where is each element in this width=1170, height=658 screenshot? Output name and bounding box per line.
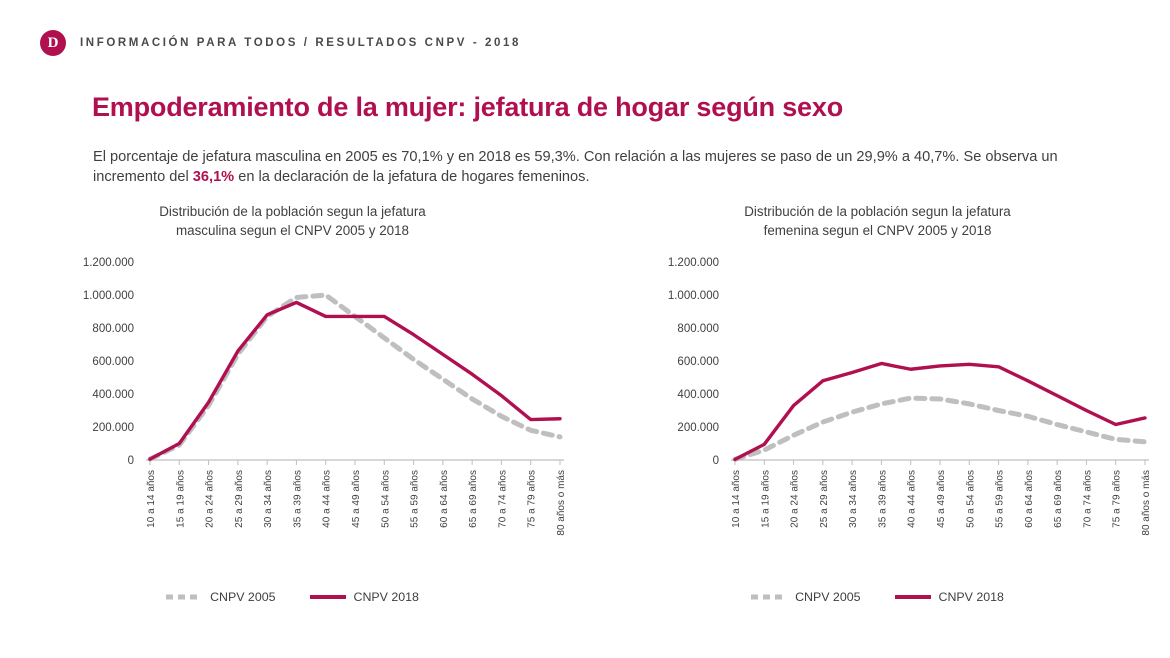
chart-femenina-title-line2: femenina segun el CNPV 2005 y 2018 — [763, 223, 992, 239]
x-axis-category-label: 10 a 14 años — [146, 470, 157, 528]
x-axis-category-label: 15 a 19 años — [760, 470, 772, 528]
y-axis-tick-label: 200.000 — [92, 422, 134, 434]
x-axis-category-label: 50 a 54 años — [965, 470, 977, 528]
x-axis-category-label: 65 a 69 años — [1053, 470, 1065, 528]
chart-masculina-legend — [0, 590, 585, 604]
x-axis-category-label: 70 a 74 años — [497, 470, 509, 528]
chart-masculina-plot — [0, 252, 585, 552]
y-axis-tick-label: 800.000 — [92, 323, 134, 335]
y-axis-tick-label: 1.200.000 — [82, 257, 134, 269]
y-axis-tick-label: 400.000 — [677, 389, 719, 401]
x-axis-category-label: 65 a 69 años — [468, 470, 480, 528]
x-axis-category-label: 75 a 79 años — [1111, 470, 1123, 528]
x-axis-category-label: 35 a 39 años — [292, 470, 304, 528]
x-axis-category-label: 40 a 44 años — [321, 470, 333, 528]
chart-masculina-svg — [0, 252, 585, 552]
x-axis-category-label: 35 a 39 años — [877, 470, 889, 528]
x-axis-category-label: 25 a 29 años — [818, 470, 830, 528]
x-axis-category-label: 80 años o más — [556, 470, 567, 536]
legend-label-cnpv-2005: CNPV 2005 — [795, 590, 861, 604]
x-axis-category-label: 15 a 19 años — [175, 470, 187, 528]
x-axis-category-label: 20 a 24 años — [204, 470, 216, 528]
legend-swatch-dashed-icon — [751, 593, 787, 601]
chart-masculina-title-line2: masculina segun el CNPV 2005 y 2018 — [176, 223, 409, 239]
legend-swatch-dashed-icon — [166, 593, 202, 601]
chart-masculina-title — [0, 202, 585, 241]
chart-masculina — [0, 190, 585, 640]
lead-text-part1: El porcentaje de jefatura masculina en 2005 es 70,1% y en 2018 es 59,3%. Con relación a las mujeres se paso de un 29,9% a 40,7%. Se observa un incremento del — [93, 148, 1058, 186]
legend-item-cnpv-2005 — [166, 590, 275, 604]
y-axis-tick-label: 1.000.000 — [82, 290, 134, 302]
x-axis-category-label: 50 a 54 años — [380, 470, 392, 528]
x-axis-category-label: 70 a 74 años — [1082, 470, 1094, 528]
x-axis-category-label: 45 a 49 años — [351, 470, 362, 528]
x-axis-category-label: 80 años o más — [1141, 470, 1152, 536]
x-axis-category-label: 25 a 29 años — [233, 470, 245, 528]
lead-text-part2: en la declaración de la jefatura de hogares femeninos. — [234, 169, 590, 186]
y-axis-tick-label: 1.200.000 — [667, 257, 719, 269]
chart-femenina-legend — [585, 590, 1170, 604]
x-axis-category-label: 55 a 59 años — [994, 470, 1006, 528]
lead-paragraph — [93, 147, 1083, 188]
x-axis-category-label: 45 a 49 años — [936, 470, 947, 528]
series-line-cnpv-2018 — [735, 363, 1145, 459]
header-eyebrow: INFORMACIÓN PARA TODOS / RESULTADOS CNPV - 2018 — [80, 37, 522, 49]
x-axis-category-label: 30 a 34 años — [263, 470, 275, 528]
legend-label-cnpv-2018: CNPV 2018 — [938, 590, 1004, 604]
legend-label-cnpv-2018: CNPV 2018 — [353, 590, 419, 604]
page-title: Empoderamiento de la mujer: jefatura de hogar según sexo — [92, 92, 843, 123]
chart-femenina-title-line1: Distribución de la población segun la jefatura — [744, 204, 1011, 219]
y-axis-tick-label: 600.000 — [92, 356, 134, 368]
y-axis-tick-label: 600.000 — [677, 356, 719, 368]
x-axis-category-label: 60 a 64 años — [438, 470, 450, 528]
legend-swatch-solid-icon — [310, 593, 346, 601]
x-axis-category-label: 60 a 64 años — [1023, 470, 1035, 528]
x-axis-category-label: 40 a 44 años — [906, 470, 918, 528]
chart-masculina-title-line1: Distribución de la población segun la jefatura — [159, 204, 426, 219]
y-axis-tick-label: 0 — [712, 455, 719, 467]
legend-item-cnpv-2005 — [751, 590, 860, 604]
charts-container — [0, 190, 1170, 640]
chart-femenina-plot — [585, 252, 1170, 552]
y-axis-tick-label: 400.000 — [92, 389, 134, 401]
y-axis-tick-label: 800.000 — [677, 323, 719, 335]
chart-femenina-svg — [585, 252, 1170, 552]
x-axis-category-label: 10 a 14 años — [731, 470, 742, 528]
series-line-cnpv-2005 — [150, 295, 560, 459]
chart-femenina-title — [585, 202, 1170, 241]
chart-femenina — [585, 190, 1170, 640]
legend-swatch-solid-icon — [895, 593, 931, 601]
x-axis-category-label: 75 a 79 años — [526, 470, 538, 528]
legend-item-cnpv-2018 — [895, 590, 1004, 604]
legend-label-cnpv-2005: CNPV 2005 — [210, 590, 276, 604]
x-axis-category-label: 30 a 34 años — [848, 470, 860, 528]
x-axis-category-label: 20 a 24 años — [789, 470, 801, 528]
series-line-cnpv-2018 — [150, 302, 560, 459]
legend-item-cnpv-2018 — [310, 590, 419, 604]
y-axis-tick-label: 200.000 — [677, 422, 719, 434]
page-header — [40, 30, 521, 56]
x-axis-category-label: 55 a 59 años — [409, 470, 421, 528]
y-axis-tick-label: 0 — [127, 455, 134, 467]
y-axis-tick-label: 1.000.000 — [667, 290, 719, 302]
lead-highlight: 36,1% — [192, 169, 235, 186]
dane-logo-icon: D — [40, 30, 66, 56]
